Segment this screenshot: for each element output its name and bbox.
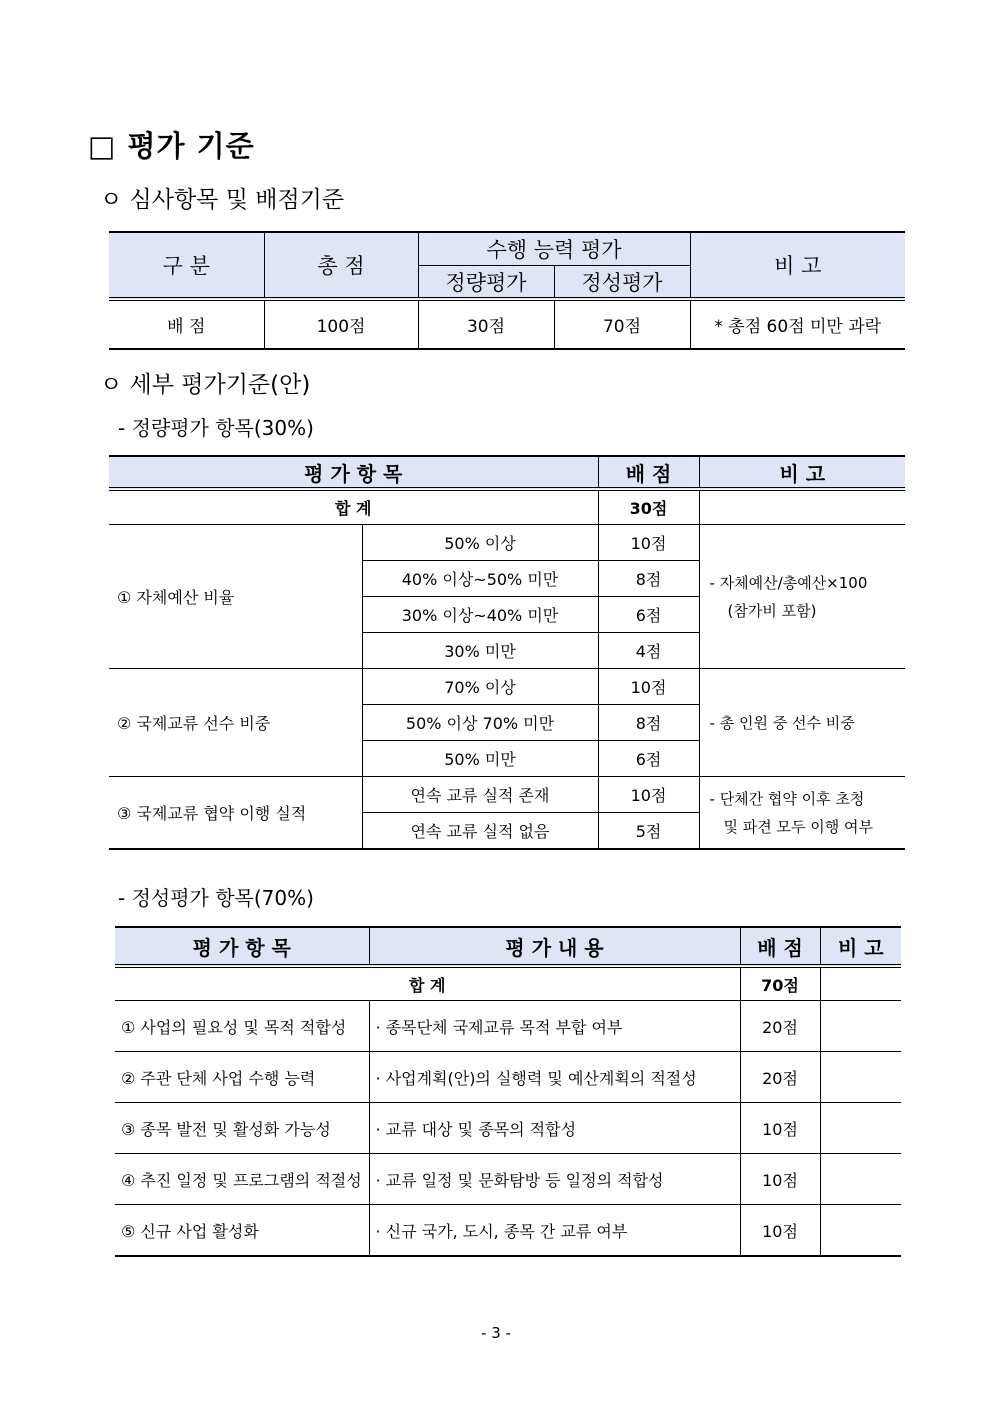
criterion: 연속 교류 실적 존재 xyxy=(362,777,598,813)
total-note xyxy=(820,966,901,1001)
quantitative-heading: - 정량평가 항목(30%) xyxy=(118,416,314,440)
total-label: 합 계 xyxy=(109,489,598,525)
criterion: 30% 미만 xyxy=(362,633,598,669)
eval-item: ② 주관 단체 사업 수행 능력 xyxy=(115,1052,369,1103)
criterion: 40% 이상~50% 미만 xyxy=(362,561,598,597)
row-quantitative: 30점 xyxy=(418,299,554,349)
qualitative-heading: - 정성평가 항목(70%) xyxy=(118,886,314,910)
eval-content: · 신규 국가, 도시, 종목 간 교류 여부 xyxy=(369,1205,740,1257)
scoring-summary-table xyxy=(109,231,905,350)
criterion: 50% 이상 70% 미만 xyxy=(362,705,598,741)
header-item: 평 가 항 목 xyxy=(115,927,369,966)
criterion: 50% 미만 xyxy=(362,741,598,777)
subsection-heading-detail: ㅇ 세부 평가기준(안) xyxy=(100,372,311,398)
eval-content: · 종목단체 국제교류 목적 부합 여부 xyxy=(369,1001,740,1052)
header-note: 비 고 xyxy=(820,927,901,966)
eval-content: · 사업계획(안)의 실행력 및 예산계획의 적절성 xyxy=(369,1052,740,1103)
eval-score: 10점 xyxy=(740,1205,820,1257)
group-note xyxy=(699,777,905,850)
header-category: 구 분 xyxy=(109,232,264,299)
subsection-heading-scoring: ㅇ 심사항목 및 배점기준 xyxy=(100,187,345,213)
criterion: 연속 교류 실적 없음 xyxy=(362,813,598,850)
header-note: 비 고 xyxy=(699,456,905,489)
eval-note xyxy=(820,1052,901,1103)
group-note-line: - 자체예산/총예산×100 xyxy=(709,573,868,592)
criterion-score: 8점 xyxy=(598,561,699,597)
criterion-score: 6점 xyxy=(598,597,699,633)
header-item: 평 가 항 목 xyxy=(109,456,598,489)
criterion-score: 10점 xyxy=(598,525,699,561)
eval-content: · 교류 일정 및 문화탐방 등 일정의 적합성 xyxy=(369,1154,740,1205)
eval-score: 20점 xyxy=(740,1052,820,1103)
eval-item: ③ 종목 발전 및 활성화 가능성 xyxy=(115,1103,369,1154)
row-note: * 총점 60점 미만 과락 xyxy=(690,299,905,349)
eval-note xyxy=(820,1001,901,1052)
criterion: 30% 이상~40% 미만 xyxy=(362,597,598,633)
row-total: 100점 xyxy=(264,299,418,349)
group-note-line: 및 파견 모두 이행 여부 xyxy=(723,817,873,836)
eval-score: 20점 xyxy=(740,1001,820,1052)
header-score: 배 점 xyxy=(598,456,699,489)
group-note-line: - 단체간 협약 이후 초청 xyxy=(709,789,865,808)
eval-score: 10점 xyxy=(740,1103,820,1154)
page-number: - 3 - xyxy=(481,1324,511,1342)
criterion-score: 6점 xyxy=(598,741,699,777)
header-quantitative: 정량평가 xyxy=(418,266,554,300)
eval-item: ① 사업의 필요성 및 목적 적합성 xyxy=(115,1001,369,1052)
eval-note xyxy=(820,1103,901,1154)
group-name: ③ 국제교류 협약 이행 실적 xyxy=(109,777,362,850)
section-title: □ 평가 기준 xyxy=(88,129,255,163)
criterion-score: 10점 xyxy=(598,777,699,813)
criterion-score: 5점 xyxy=(598,813,699,850)
eval-note xyxy=(820,1154,901,1205)
criterion-score: 10점 xyxy=(598,669,699,705)
eval-item: ④ 추진 일정 및 프로그램의 적절성 xyxy=(115,1154,369,1205)
total-label: 합 계 xyxy=(115,966,740,1001)
group-name: ① 자체예산 비율 xyxy=(109,525,362,669)
header-score: 배 점 xyxy=(740,927,820,966)
quantitative-criteria-table xyxy=(109,455,905,850)
qualitative-criteria-table xyxy=(115,926,901,1257)
group-note xyxy=(699,525,905,669)
group-name: ② 국제교류 선수 비중 xyxy=(109,669,362,777)
eval-score: 10점 xyxy=(740,1154,820,1205)
row-label: 배 점 xyxy=(109,299,264,349)
total-note xyxy=(699,489,905,525)
header-qualitative: 정성평가 xyxy=(554,266,690,300)
criterion-score: 8점 xyxy=(598,705,699,741)
total-score: 30점 xyxy=(598,489,699,525)
eval-note xyxy=(820,1205,901,1257)
header-capability-evaluation: 수행 능력 평가 xyxy=(418,232,690,266)
eval-item: ⑤ 신규 사업 활성화 xyxy=(115,1205,369,1257)
group-note-line: - 총 인원 중 선수 비중 xyxy=(709,713,855,732)
group-note-line: (참가비 포함) xyxy=(727,601,817,620)
header-note: 비 고 xyxy=(690,232,905,299)
header-content: 평 가 내 용 xyxy=(369,927,740,966)
header-total-score: 총 점 xyxy=(264,232,418,299)
group-note xyxy=(699,669,905,777)
row-qualitative: 70점 xyxy=(554,299,690,349)
criterion: 70% 이상 xyxy=(362,669,598,705)
total-score: 70점 xyxy=(740,966,820,1001)
criterion-score: 4점 xyxy=(598,633,699,669)
eval-content: · 교류 대상 및 종목의 적합성 xyxy=(369,1103,740,1154)
criterion: 50% 이상 xyxy=(362,525,598,561)
